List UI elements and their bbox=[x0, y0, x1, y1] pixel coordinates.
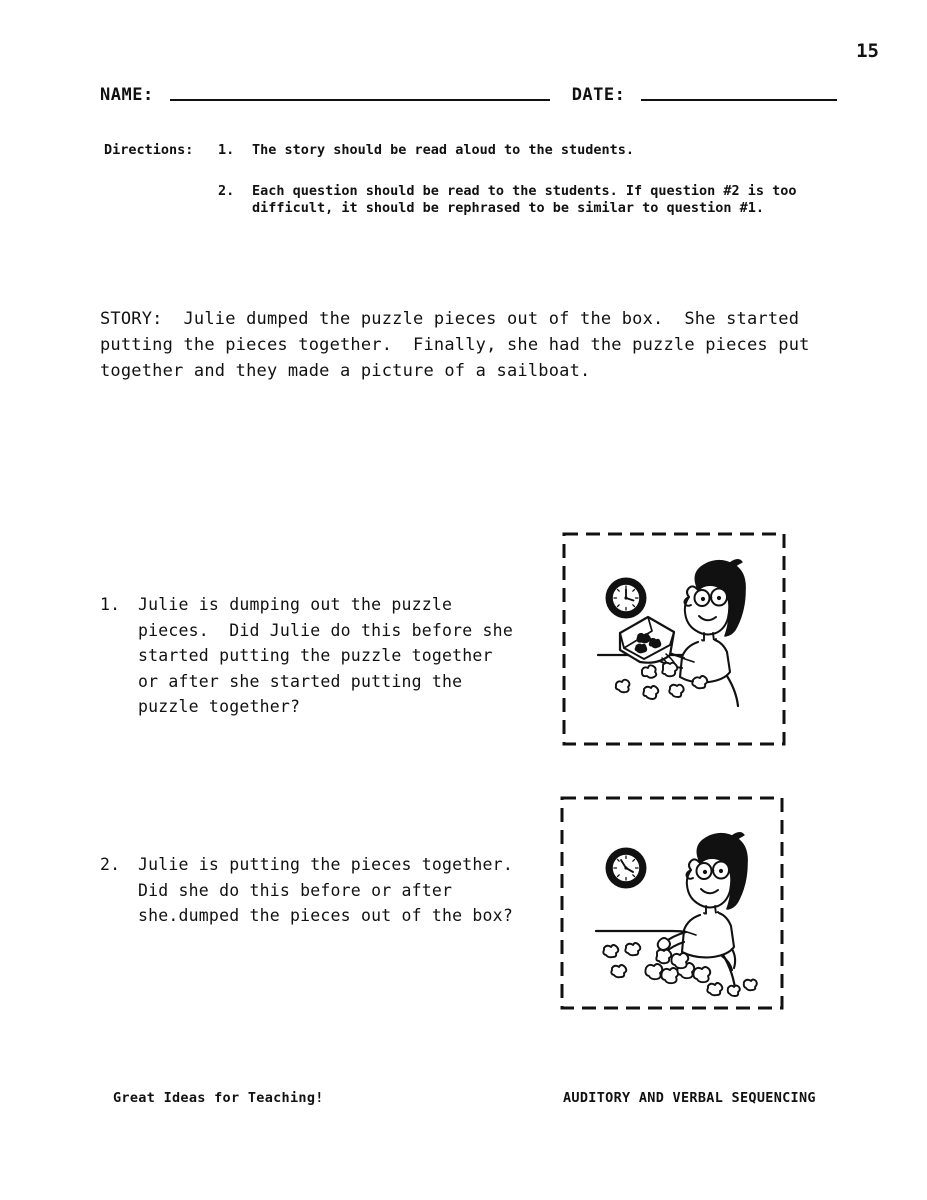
question-2 bbox=[100, 852, 534, 929]
footer-publisher: Great Ideas for Teaching! bbox=[113, 1090, 324, 1106]
name-date-row bbox=[100, 78, 880, 104]
piece-in-hand bbox=[656, 950, 671, 964]
directions-item-2 bbox=[104, 183, 864, 217]
directions-block bbox=[104, 142, 864, 217]
dashed-frame bbox=[564, 534, 784, 744]
page-number: 15 bbox=[856, 40, 879, 62]
illustration-1-girl-dumping-puzzle-pieces bbox=[562, 532, 786, 746]
directions-item-1 bbox=[104, 142, 864, 159]
question-1-text: Julie is dumping out the puzzle pieces. Did Julie do this before she started putting the puzzle together or after she started putting the puzzle together? bbox=[138, 595, 524, 716]
wall-clock-icon bbox=[606, 578, 647, 619]
story-text: STORY: Julie dumped the puzzle pieces out of the box. She started putting the pieces together. Finally, she had the puzzle pieces put together and they made a picture of a sailboat. bbox=[100, 309, 821, 381]
directions-item-1-number: 1. bbox=[218, 142, 235, 158]
wall-clock-icon bbox=[606, 848, 647, 889]
footer-section-title: AUDITORY AND VERBAL SEQUENCING bbox=[563, 1090, 816, 1106]
name-label: NAME: bbox=[100, 85, 154, 105]
directions-item-1-text: The story should be read aloud to the students. bbox=[252, 142, 635, 158]
date-label: DATE: bbox=[571, 85, 626, 105]
question-2-number: 2. bbox=[100, 855, 121, 874]
directions-item-2-number: 2. bbox=[218, 183, 235, 199]
directions-item-2-text: Each question should be read to the students. If question #2 is too difficult, it should be rephrased to be similar to question #1. bbox=[252, 183, 797, 216]
question-1-number: 1. bbox=[100, 595, 121, 614]
date-write-line[interactable] bbox=[641, 99, 837, 101]
footer bbox=[0, 1090, 927, 1114]
question-2-text: Julie is putting the pieces together. Did she do this before or after she.dumped the pieces out of the box? bbox=[138, 855, 534, 925]
name-write-line[interactable] bbox=[170, 99, 550, 101]
illustration-2-girl-assembling-puzzle bbox=[560, 796, 784, 1010]
directions-label: Directions: bbox=[104, 142, 194, 158]
question-1 bbox=[100, 592, 524, 720]
